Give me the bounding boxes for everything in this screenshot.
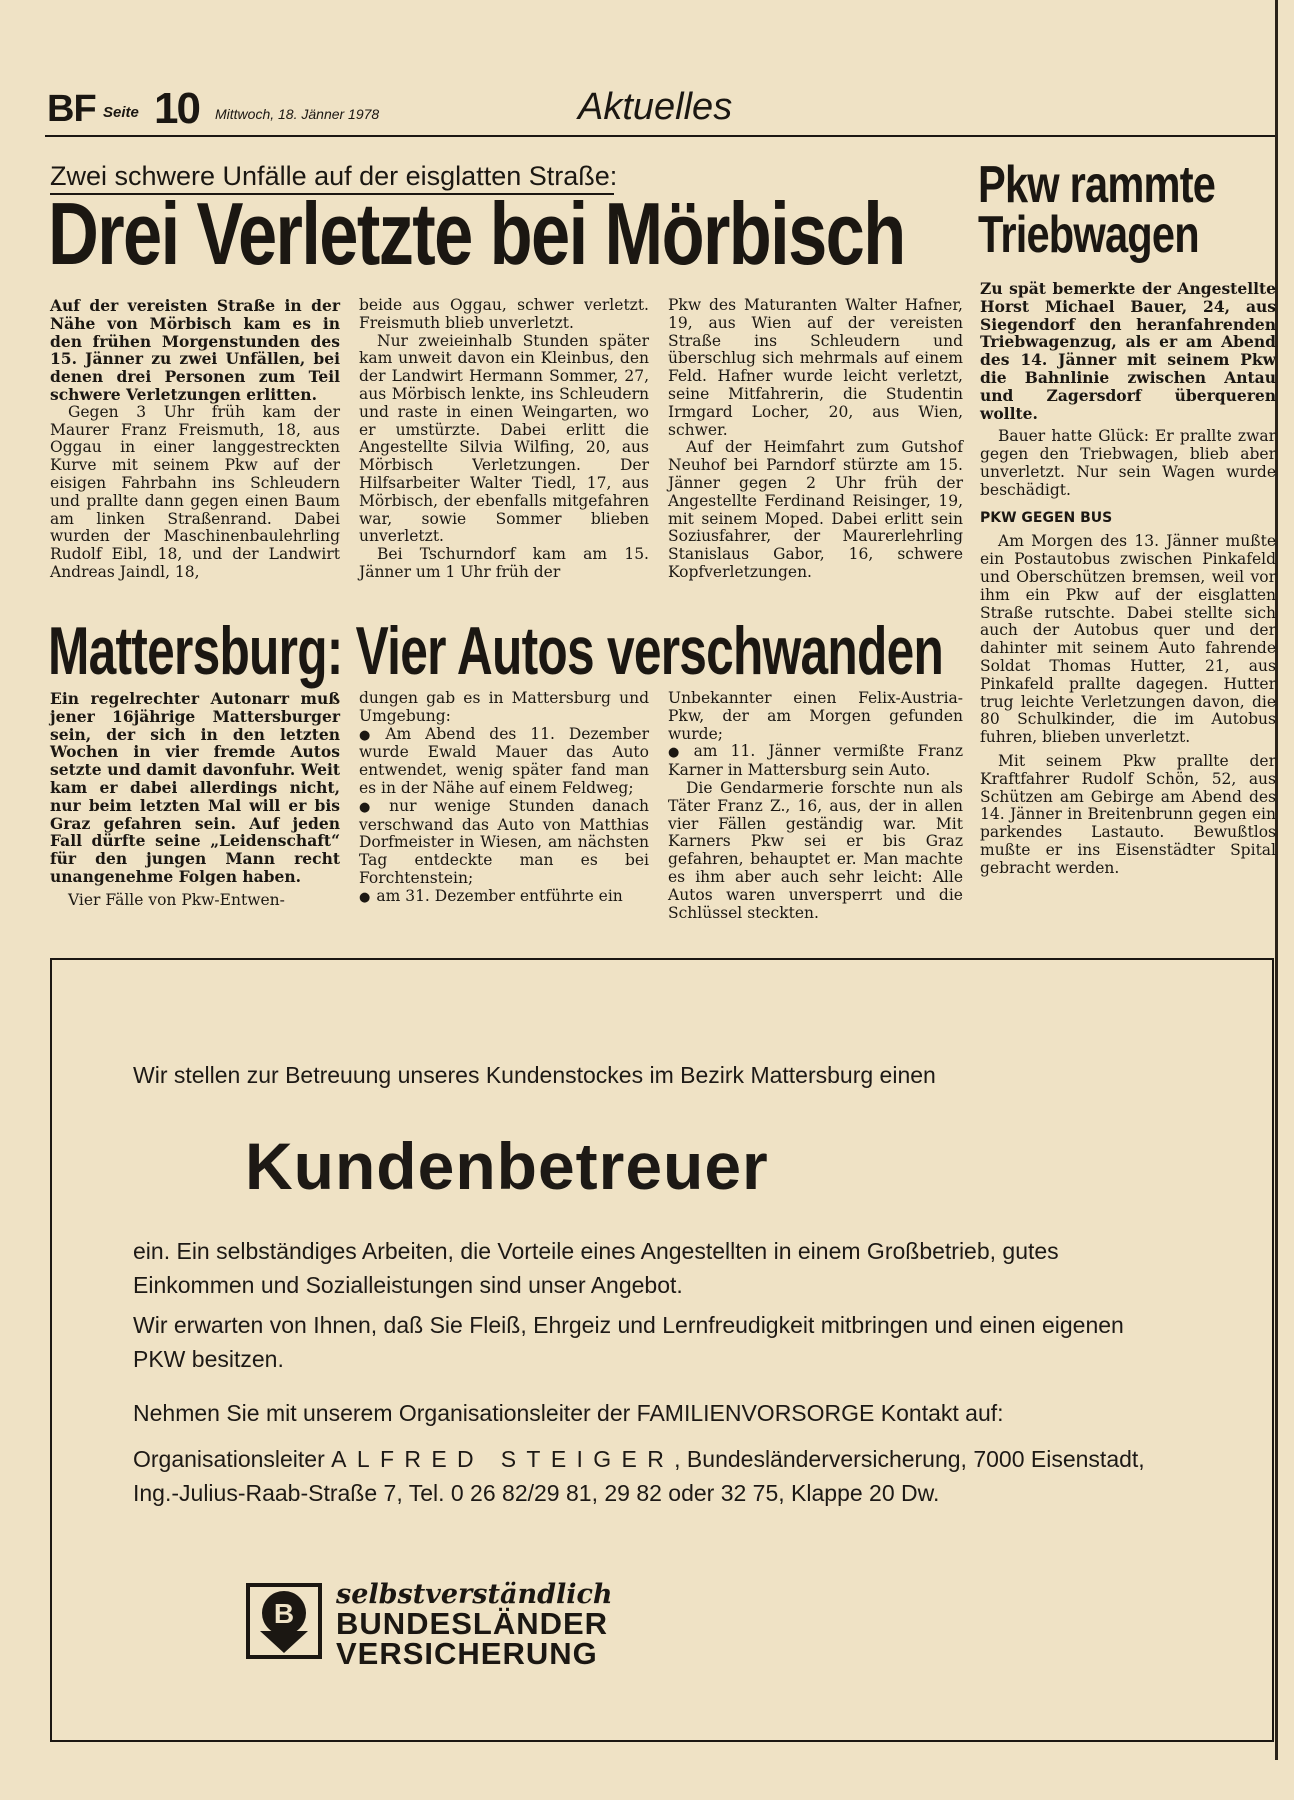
ad-body	[133, 1234, 1173, 1382]
article-paragraph: Vier Fälle von Pkw-Entwen-	[68, 890, 285, 909]
article-subhead: PKW GEGEN BUS	[980, 509, 1113, 526]
article-paragraph: Unbekannter einen Felix-Austria-Pkw, der am Morgen gefunden wurde;	[668, 689, 963, 743]
article-paragraph: Am Morgen des 13. Jänner mußte ein Postautobus zwischen Pinkafeld und Oberschützen bremsen, weil vor ihm ein Pkw auf der eisglatten Straße rutschte. Dabei stellte sich auch der Autobus quer und der dahinter mit seinem Auto fahrende Soldat Thomas Hutter, 21, aus Pinkafeld prallte dagegen. Hutter trug leichte Verletzungen davon, die 80 Schulkinder, die im Autobus fuhren, blieben unverletzt.	[980, 532, 1276, 747]
article-lead: Auf der vereisten Straße in der Nähe von Mörbisch kam es in den frühen Morgenstunden des 15. Jänner zu zwei Unfällen, bei denen drei Personen zum Teil schwere Verletzungen erlitten.	[50, 296, 340, 404]
ad-contact-label: Organisationsleiter	[133, 1446, 325, 1472]
list-item: ● nur wenige Stunden danach verschwand das Auto von Matthias Dorfmeister in Wiesen, am nächsten Tag entdeckte man es bei Forchtenstein;	[359, 798, 649, 888]
ad-paragraph: ein. Ein selbständiges Arbeiten, die Vorteile eines Angestellten in einem Großbetrieb, gutes Einkommen und Sozialleistungen sind unser Angebot.	[133, 1238, 1059, 1298]
issue-date: Mittwoch, 18. Jänner 1978	[215, 106, 380, 122]
ad-contact-name: ALFRED STEIGER	[331, 1446, 675, 1472]
article-column-1	[50, 297, 340, 582]
article-column-2	[359, 297, 649, 582]
story-kicker: Zwei schwere Unfälle auf der eisglatten Straße:	[50, 161, 618, 191]
logo-line: BUNDESLÄNDER	[336, 1606, 609, 1641]
article-paragraph: Nur zweieinhalb Stunden später kam unweit davon ein Kleinbus, den der Landwirt Hermann Sommer, 27, aus Mörbisch lenkte, ins Schleudern und raste in einen Weingarten, wo er umstürzte. Dabei erlitt die Angestellte Silvia Wilfing, 20, aus Mörbisch Verletzungen. Der Hilfsarbeiter Walter Tiedl, 17, aus Mörbisch, der ebenfalls mitgefahren war, sowie Sommer blieben unverletzt.	[359, 331, 649, 546]
page-edge-rule	[1275, 0, 1278, 1760]
article-paragraph: Gegen 3 Uhr früh kam der Maurer Franz Freismuth, 18, aus Oggau in einer langgestreckten Kurve mit seinem Pkw auf der eisigen Fahrbahn ins Schleudern und prallte dann gegen einen Baum am linken Straßenrand. Dabei wurden der Maschinenbaulehrling Rudolf Eibl, 18, und der Landwirt Andreas Jaindl, 18,	[50, 402, 340, 581]
ad-intro: Wir stellen zur Betreuung unseres Kundenstockes im Bezirk Mattersburg einen	[133, 1062, 936, 1088]
logo-letter: B	[273, 1598, 295, 1629]
article-paragraph: Die Gendarmerie forschte nun als Täter Franz Z., 16, aus, der in allen vier Fällen geständig war. Mit Karners Pkw sei er bis Graz gefahren, behauptet er. Man machte es ihm aber auch sehr leicht: Alle Autos waren unversperrt und die Schlüssel steckten.	[668, 778, 963, 922]
ad-paragraph: Wir erwarten von Ihnen, daß Sie Fleiß, Ehrgeiz und Lernfreudigkeit mitbringen und einen eigenen PKW besitzen.	[133, 1312, 1124, 1372]
article-column-2	[359, 690, 649, 907]
headline-triebwagen	[978, 156, 1216, 264]
headline-line: Triebwagen	[978, 206, 1199, 264]
page-label: Seite	[103, 104, 139, 121]
ad-contact	[133, 1396, 1193, 1510]
headline-moerbisch: Drei Verletzte bei Mörbisch	[48, 184, 905, 283]
article-paragraph: Pkw des Maturanten Walter Hafner, 19, aus Wien auf der vereisten Straße ins Schleudern und überschlug sich mehrmals auf einem Feld. Hafner wurde leicht verletzt, seine Mitfahrerin, die Studentin Irmgard Locher, 20, aus Wien, schwer.	[668, 296, 963, 439]
ad-contact-address: Ing.-Julius-Raab-Straße 7, Tel. 0 26 82/29 81, 29 82 oder 32 75, Klappe 20 Dw.	[133, 1480, 940, 1506]
list-item: ● Am Abend des 11. Dezember wurde Ewald Mauer das Auto entwendet, wenig später fand man es in der Nähe auf einem Feldweg;	[359, 726, 649, 798]
ad-contact-org: , Bundesländerversicherung, 7000 Eisenstadt,	[674, 1446, 1145, 1472]
insurance-logo-icon	[246, 1583, 322, 1659]
article-column-1	[50, 690, 340, 910]
logo-line: VERSICHERUNG	[336, 1636, 598, 1671]
headline-mattersburg: Mattersburg: Vier Autos verschwanden	[48, 613, 944, 689]
page-number: 10	[154, 84, 199, 133]
article-paragraph: Bauer hatte Glück: Er prallte zwar gegen den Triebwagen, blieb aber unverletzt. Nur sein Wagen wurde beschädigt.	[980, 427, 1276, 499]
list-item: ● am 31. Dezember entführte ein	[359, 888, 649, 907]
newspaper-logo: BF	[47, 88, 96, 130]
section-title: Aktuelles	[578, 86, 733, 128]
list-item: ● am 11. Jänner vermißte Franz Karner in Mattersburg sein Auto.	[668, 743, 963, 780]
article-column-3	[668, 297, 963, 582]
logo-script-text: selbstverständlich	[336, 1579, 613, 1610]
article-lead: Ein regelrechter Autonarr muß jener 16jährige Mattersburger sein, der sich in den letzten Wochen in vier fremde Autos setzte und damit davonfuhr. Weit kam er dabei allerdings nicht, nur beim letzten Mal will er bis Graz gefahren sein. Auf jeden Fall dürfte seine „Leidenschaft“ für den jungen Mann recht unangenehme Folgen haben.	[50, 689, 340, 886]
article-paragraph: Bei Tschurndorf kam am 15. Jänner um 1 Uhr früh der	[359, 545, 649, 581]
ad-contact-line	[133, 1442, 1193, 1476]
article-column-3	[668, 690, 963, 922]
ad-contact-intro: Nehmen Sie mit unserem Organisationsleiter der FAMILIENVORSORGE Kontakt auf:	[133, 1400, 1004, 1426]
article-paragraph: beide aus Oggau, schwer verletzt. Freismuth blieb unverletzt.	[359, 296, 649, 332]
article-column-side	[980, 280, 1276, 878]
headline-line: Pkw rammte	[978, 156, 1216, 214]
article-paragraph: dungen gab es in Mattersburg und Umgebung:	[359, 689, 649, 725]
article-paragraph: Mit seinem Pkw prallte der Kraftfahrer Rudolf Schön, 52, aus Schützen am Gebirge am Abend des 14. Jänner in Breitenbrunn gegen ein parkendes Lastauto. Bewußtlos mußte er ins Eisenstädter Spital gebracht werden.	[980, 751, 1276, 877]
article-lead: Zu spät bemerkte der Angestellte Horst Michael Bauer, 24, aus Siegendorf den heranfahrenden Triebwagenzug, als er am Abend des 14. Jänner mit seinem Pkw die Bahnlinie zwischen Antau und Zagersdorf überqueren wollte.	[980, 279, 1276, 423]
logo-wordmark	[336, 1606, 609, 1671]
ad-title: Kundenbetreuer	[245, 1129, 769, 1203]
article-paragraph: Auf der Heimfahrt zum Gutshof Neuhof bei Parndorf stürzte am 15. Jänner gegen 2 Uhr früh der Angestellte Ferdinand Reisinger, 19, mit seinem Moped. Dabei erlitt sein Soziusfahrer, der Maurerlehrling Stanislaus Gabor, 16, schwere Kopfverletzungen.	[668, 438, 963, 581]
header-rule	[45, 135, 1275, 137]
